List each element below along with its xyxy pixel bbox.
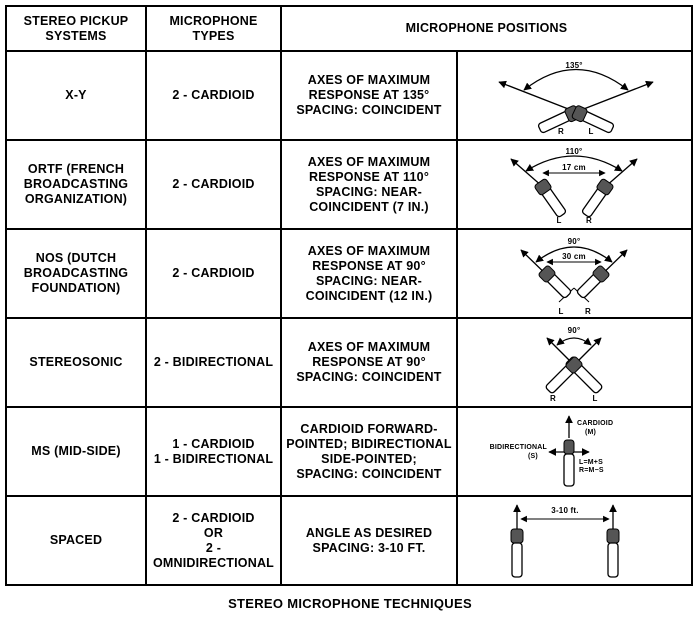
- types-cell: 2 - CARDIOID: [146, 140, 281, 229]
- description-cell: AXES OF MAXIMUM RESPONSE AT 90° SPACING: COINCIDENT: [281, 318, 457, 407]
- diagram-cell: [457, 496, 692, 585]
- mic-label: R: [584, 306, 591, 316]
- ms-diagram: [461, 410, 689, 494]
- types-cell: 1 - CARDIOID 1 - BIDIRECTIONAL: [146, 407, 281, 496]
- system-cell: SPACED: [6, 496, 146, 585]
- stereosonic-diagram: [461, 321, 689, 405]
- system-cell: STEREOSONIC: [6, 318, 146, 407]
- microphone-icon: [537, 264, 572, 299]
- microphone-icon: [579, 178, 613, 219]
- system-cell: MS (MID-SIDE): [6, 407, 146, 496]
- diagram-cell: [457, 407, 692, 496]
- table-row: [6, 318, 692, 407]
- system-cell: X-Y: [6, 51, 146, 140]
- table-row: [6, 496, 692, 585]
- spacing-label: 30 cm: [561, 251, 586, 261]
- spaced-diagram: [461, 499, 689, 583]
- description-cell: AXES OF MAXIMUM RESPONSE AT 110° SPACING: NEAR- COINCIDENT (7 IN.): [281, 140, 457, 229]
- header-row: [6, 6, 692, 51]
- description-cell: ANGLE AS DESIRED SPACING: 3-10 FT.: [281, 496, 457, 585]
- table-row: [6, 229, 692, 318]
- mic-label: R: [549, 393, 556, 403]
- arrow-icon: [576, 82, 653, 112]
- table-row: [6, 140, 692, 229]
- microphone-icon: [574, 264, 609, 299]
- types-cell: 2 - CARDIOID: [146, 229, 281, 318]
- xy-diagram: [461, 54, 689, 138]
- angle-arc-icon: [557, 338, 591, 345]
- diagram-cell: [457, 229, 692, 318]
- mic-label: L: [587, 126, 594, 136]
- bidirectional-label: BIDIRECTIONAL: [489, 443, 547, 451]
- bidirectional-sub-label: (S): [527, 452, 538, 460]
- types-cell: 2 - CARDIOID: [146, 51, 281, 140]
- description-cell: AXES OF MAXIMUM RESPONSE AT 135° SPACING: COINCIDENT: [281, 51, 457, 140]
- types-cell: 2 - BIDIRECTIONAL: [146, 318, 281, 407]
- header-pickup-systems: STEREO PICKUP SYSTEMS: [6, 6, 146, 51]
- ortf-diagram: [461, 143, 689, 227]
- cardioid-label: CARDIOID: [576, 419, 613, 427]
- angle-label: 135°: [564, 60, 583, 70]
- table-row: [6, 51, 692, 140]
- header-microphone-types: MICROPHONE TYPES: [146, 6, 281, 51]
- mic-label: L: [555, 215, 562, 225]
- system-cell: ORTF (FRENCH BROADCASTING ORGANIZATION): [6, 140, 146, 229]
- description-cell: CARDIOID FORWARD- POINTED; BIDIRECTIONAL SIDE-POINTED; SPACING: COINCIDENT: [281, 407, 457, 496]
- spacing-label: 3-10 ft.: [550, 505, 579, 515]
- angle-label: 90°: [567, 325, 580, 335]
- arrow-icon: [499, 82, 576, 112]
- angle-label: 90°: [567, 236, 580, 246]
- diagram-cell: [457, 51, 692, 140]
- types-cell: 2 - CARDIOID OR 2 - OMNIDIRECTIONAL: [146, 496, 281, 585]
- angle-arc-icon: [524, 69, 628, 90]
- cardioid-sub-label: (M): [584, 428, 596, 436]
- microphone-icon: [607, 529, 619, 577]
- stereo-techniques-table: [5, 5, 693, 586]
- sum-equation: L=M+S: [578, 458, 603, 466]
- microphone-icon: [564, 440, 574, 486]
- description-cell: AXES OF MAXIMUM RESPONSE AT 90° SPACING: NEAR- COINCIDENT (12 IN.): [281, 229, 457, 318]
- table-row: [6, 407, 692, 496]
- mic-label: L: [591, 393, 598, 403]
- mic-label: R: [585, 215, 592, 225]
- difference-equation: R=M−S: [578, 466, 604, 474]
- mic-label: R: [557, 126, 564, 136]
- diagram-cell: [457, 140, 692, 229]
- spacing-label: 17 cm: [561, 162, 586, 172]
- nos-diagram: [461, 232, 689, 316]
- diagram-cell: [457, 318, 692, 407]
- mic-label: L: [557, 306, 564, 316]
- microphone-icon: [533, 178, 567, 219]
- system-cell: NOS (DUTCH BROADCASTING FOUNDATION): [6, 229, 146, 318]
- microphone-icon: [511, 529, 523, 577]
- header-microphone-positions: MICROPHONE POSITIONS: [281, 6, 692, 51]
- figure-caption: STEREO MICROPHONE TECHNIQUES: [228, 596, 472, 611]
- angle-label: 110°: [565, 146, 582, 156]
